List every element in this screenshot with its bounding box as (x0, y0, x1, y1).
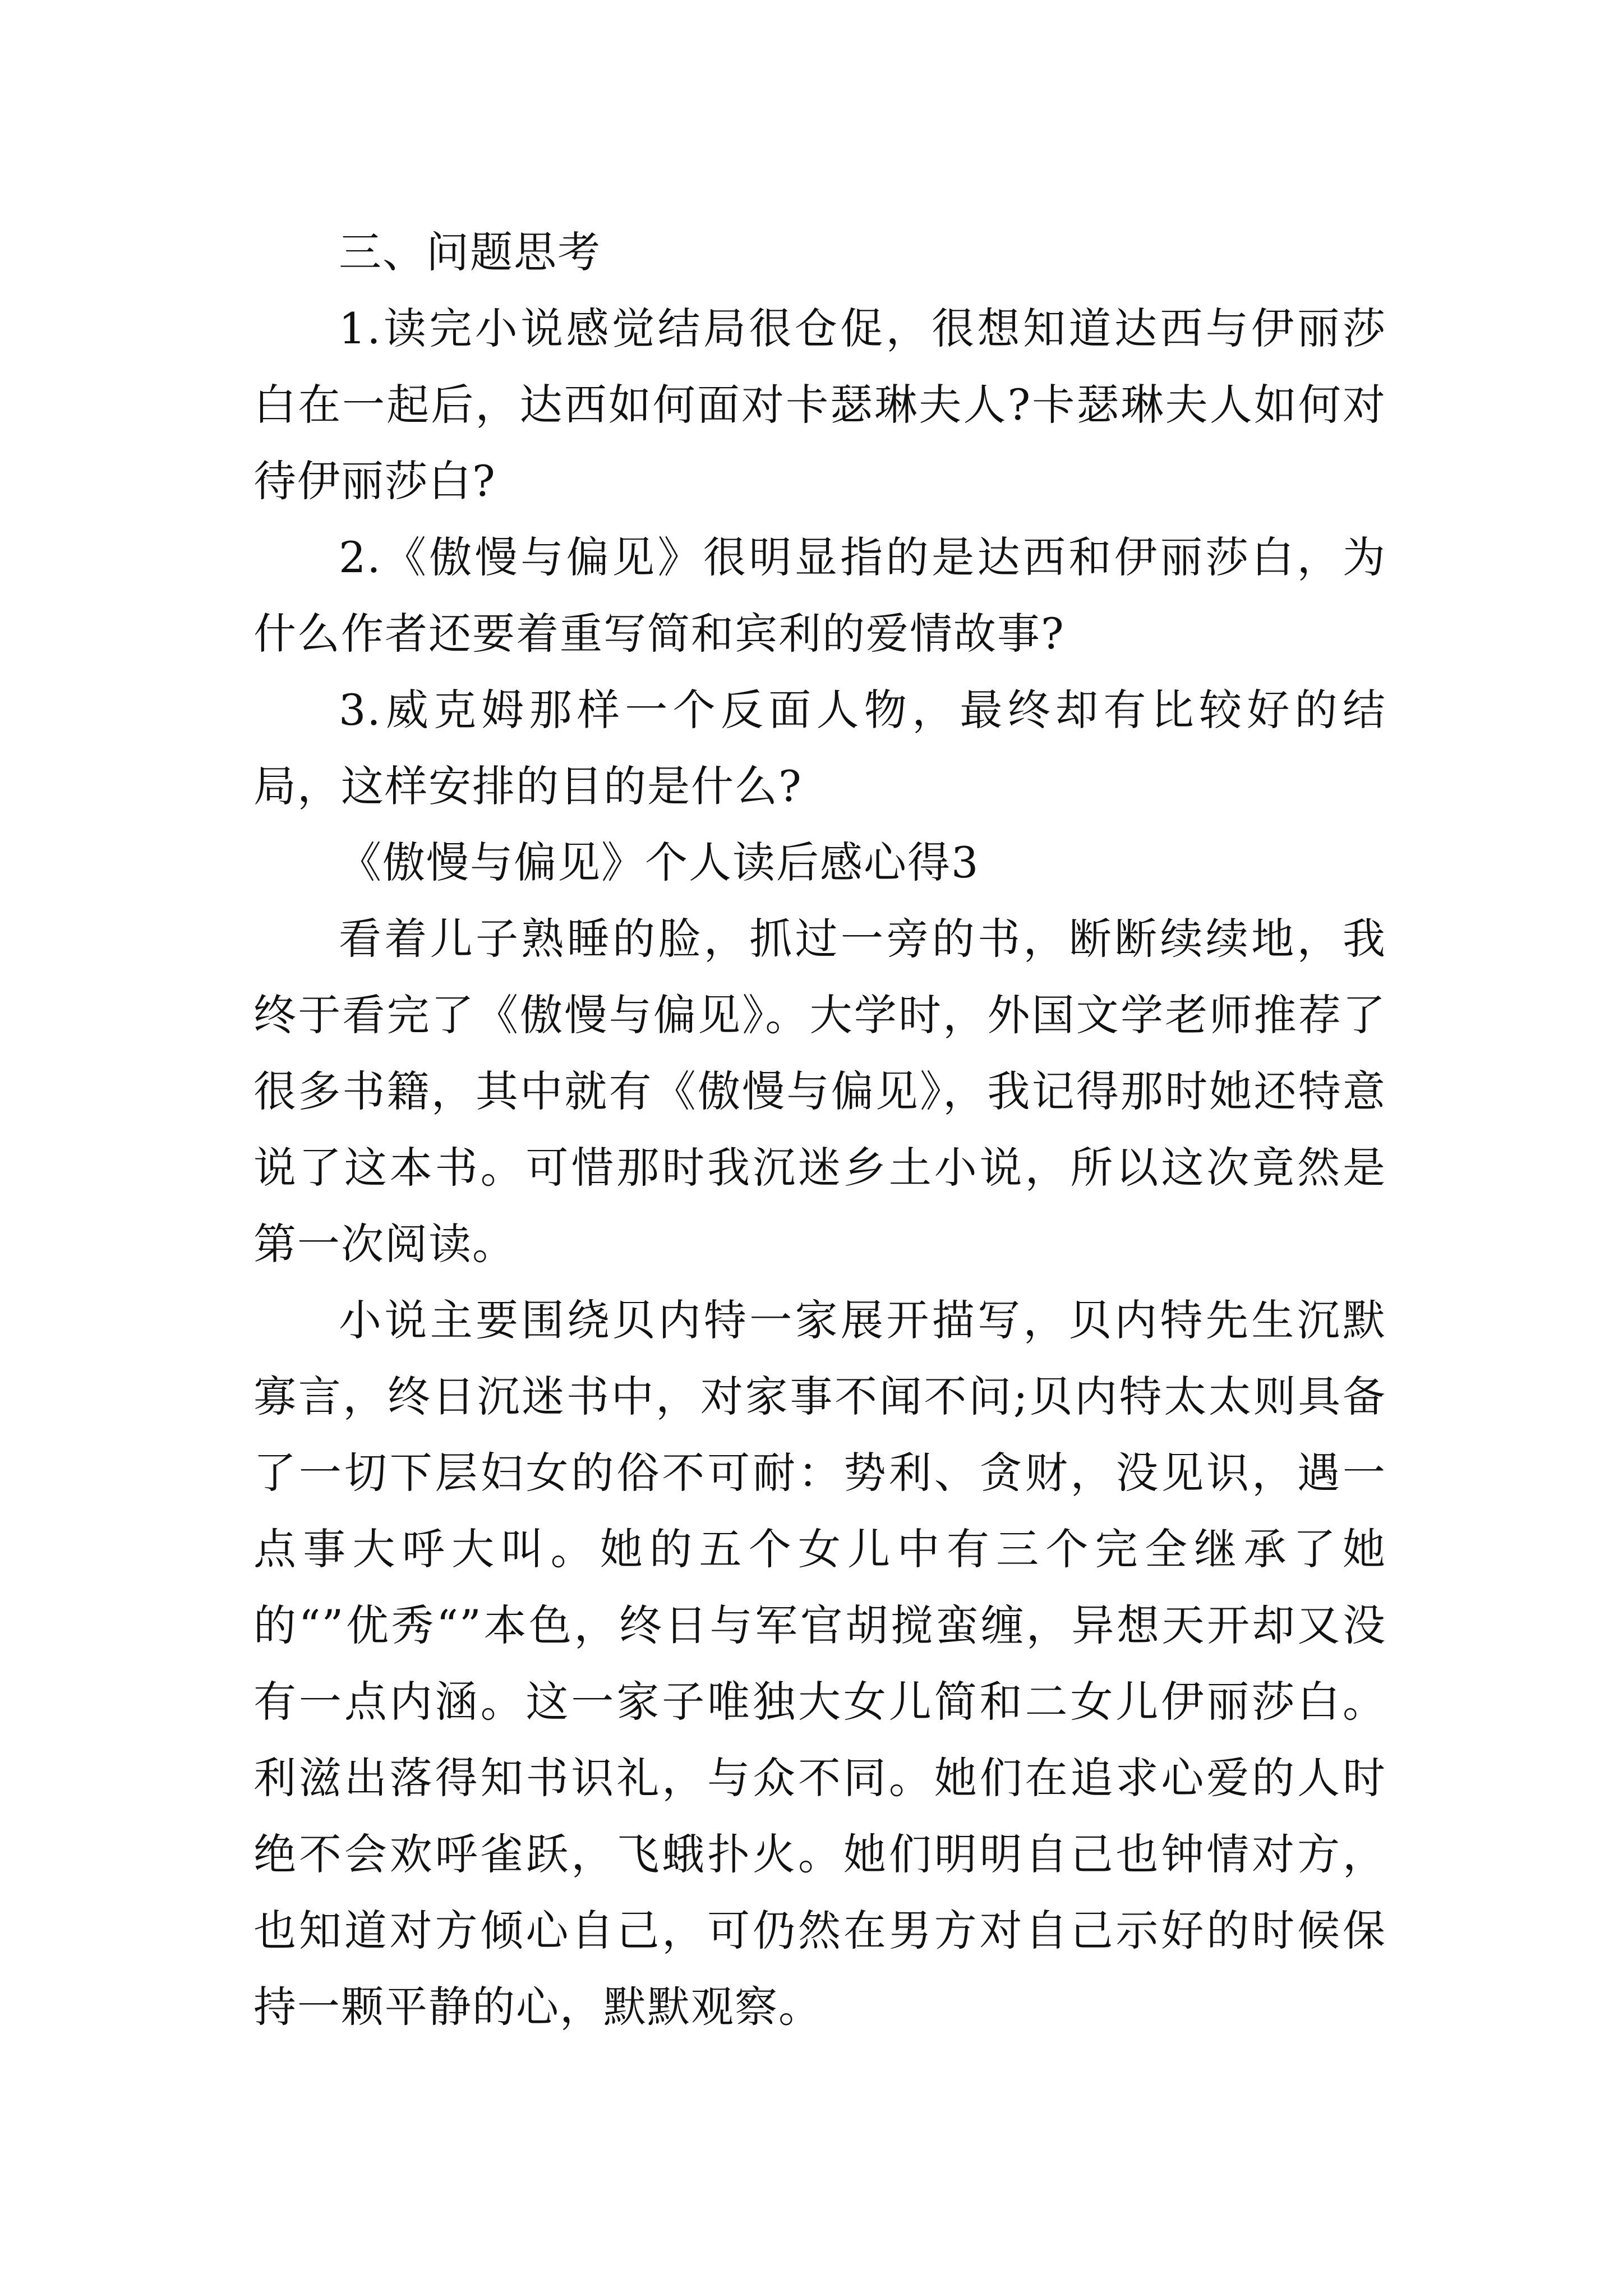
question-1: 1.读完小说感觉结局很仓促，很想知道达西与伊丽莎白在一起后，达西如何面对卡瑟琳夫人?卡瑟琳夫人如何对待伊丽莎白? (253, 303, 1386, 506)
section-heading: 三、问题思考 (339, 227, 601, 277)
document-body (253, 214, 1386, 2045)
question-2: 2.《傲慢与偏见》很明显指的是达西和伊丽莎白，为什么作者还要着重写简和宾利的爱情故事? (253, 532, 1386, 659)
paragraph-2: 小说主要围绕贝内特一家展开描写，贝内特先生沉默寡言，终日沉迷书中，对家事不闻不问;贝内特太太则具备了一切下层妇女的俗不可耐：势利、贪财，没见识，遇一点事大呼大叫。她的五个女儿中有三个完全继承了她的“”优秀“”本色，终日与军官胡搅蛮缠，异想天开却又没有一点内涵。这一家子唯独大女儿简和二女儿伊丽莎白。利滋出落得知书识礼，与众不同。她们在追求心爱的人时绝不会欢呼雀跃，飞蛾扑火。她们明明自己也钟情对方，也知道对方倾心自己，可仍然在男方对自己示好的时候保持一颗平静的心，默默观察。 (253, 1295, 1386, 2032)
question-3: 3.威克姆那样一个反面人物，最终却有比较好的结局，这样安排的目的是什么? (253, 685, 1386, 811)
paragraph-1: 看着儿子熟睡的脸，抓过一旁的书，断断续续地，我终于看完了《傲慢与偏见》。大学时，外国文学老师推荐了很多书籍，其中就有《傲慢与偏见》，我记得那时她还特意说了这本书。可惜那时我沉迷乡土小说，所以这次竟然是第一次阅读。 (253, 914, 1386, 1269)
essay-title: 《傲慢与偏见》个人读后感心得3 (339, 838, 980, 887)
